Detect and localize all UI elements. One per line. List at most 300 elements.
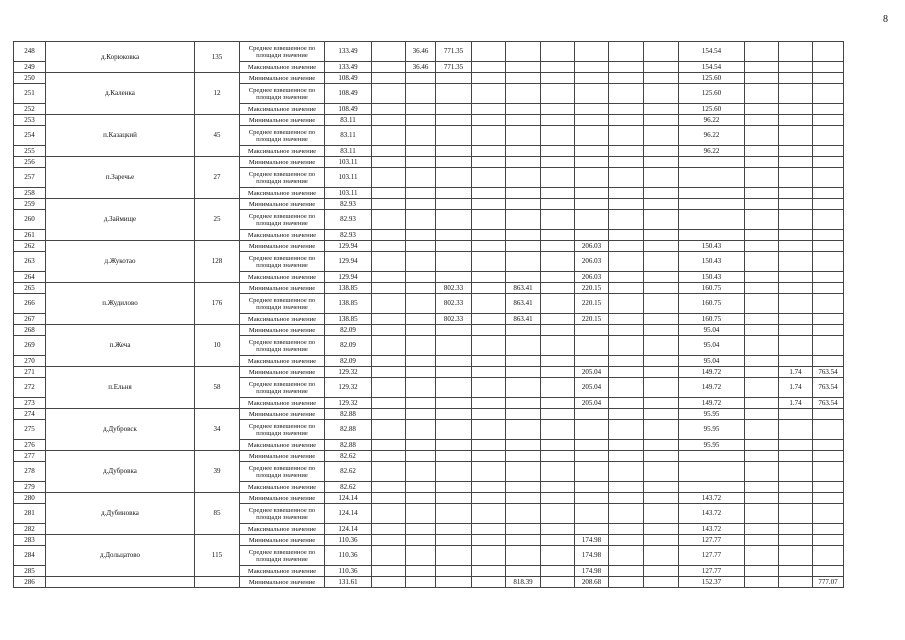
table-row: [14, 115, 844, 126]
value-cell: [406, 482, 436, 493]
value-cell: [541, 42, 575, 62]
value-cell: [472, 325, 506, 336]
value-cell: [609, 252, 644, 272]
settlement-cell: п.Заречье: [46, 157, 195, 199]
value-cell: 108.49: [325, 73, 372, 84]
value-cell: [779, 188, 813, 199]
value-cell: [779, 314, 813, 325]
value-cell: [541, 440, 575, 451]
value-cell: 160.75: [679, 314, 745, 325]
value-cell: [644, 398, 679, 409]
value-cell: 124.14: [325, 504, 372, 524]
value-cell: [372, 367, 406, 378]
row-number-cell: 261: [14, 230, 46, 241]
value-cell: [609, 126, 644, 146]
value-cell: [506, 272, 541, 283]
value-cell: [436, 146, 472, 157]
value-cell: [506, 62, 541, 73]
value-cell: [506, 440, 541, 451]
value-cell: [644, 356, 679, 367]
value-type-cell: Максимальное значение: [240, 440, 325, 451]
value-cell: [406, 566, 436, 577]
value-cell: 103.11: [325, 168, 372, 188]
value-cell: [372, 115, 406, 126]
value-cell: [372, 62, 406, 73]
value-cell: [779, 199, 813, 210]
value-cell: [679, 168, 745, 188]
table-row: [14, 283, 844, 294]
value-cell: [406, 367, 436, 378]
value-cell: [506, 482, 541, 493]
value-cell: [609, 230, 644, 241]
value-cell: [813, 325, 844, 336]
value-type-cell: Минимальное значение: [240, 367, 325, 378]
value-cell: [745, 398, 779, 409]
table-row: [14, 73, 844, 84]
value-cell: 125.60: [679, 73, 745, 84]
value-type-cell: Среднее взвешенное по площади значение: [240, 252, 325, 272]
value-cell: [436, 482, 472, 493]
value-cell: [541, 314, 575, 325]
value-cell: [813, 546, 844, 566]
value-cell: 150.43: [679, 272, 745, 283]
value-cell: [406, 378, 436, 398]
value-cell: [644, 504, 679, 524]
value-cell: [779, 272, 813, 283]
value-cell: [779, 42, 813, 62]
value-cell: [745, 535, 779, 546]
value-cell: [541, 378, 575, 398]
value-type-cell: Максимальное значение: [240, 524, 325, 535]
table-row: [14, 409, 844, 420]
population-cell: 115: [195, 535, 240, 577]
value-cell: [372, 272, 406, 283]
value-cell: 108.49: [325, 84, 372, 104]
table-row: [14, 157, 844, 168]
value-cell: [745, 524, 779, 535]
value-cell: 802.33: [436, 294, 472, 314]
value-cell: [745, 451, 779, 462]
value-cell: [644, 62, 679, 73]
value-type-cell: Минимальное значение: [240, 241, 325, 252]
value-cell: [406, 451, 436, 462]
row-number-cell: 273: [14, 398, 46, 409]
value-cell: [745, 230, 779, 241]
value-cell: [644, 188, 679, 199]
value-cell: [575, 157, 609, 168]
value-cell: [472, 230, 506, 241]
value-cell: [372, 524, 406, 535]
settlement-cell: д.Дубровск: [46, 409, 195, 451]
value-cell: [541, 462, 575, 482]
value-cell: [436, 409, 472, 420]
value-cell: [745, 577, 779, 588]
value-cell: [609, 356, 644, 367]
value-cell: [779, 104, 813, 115]
value-cell: [813, 115, 844, 126]
table-row: [14, 241, 844, 252]
value-cell: [406, 440, 436, 451]
value-cell: 143.72: [679, 524, 745, 535]
value-cell: [406, 199, 436, 210]
value-cell: [779, 210, 813, 230]
value-cell: [541, 546, 575, 566]
value-cell: [406, 462, 436, 482]
value-cell: [541, 168, 575, 188]
value-type-cell: Максимальное значение: [240, 188, 325, 199]
value-cell: [472, 62, 506, 73]
row-number-cell: 280: [14, 493, 46, 504]
value-type-cell: Среднее взвешенное по площади значение: [240, 126, 325, 146]
value-cell: [436, 230, 472, 241]
value-cell: [472, 126, 506, 146]
value-cell: [644, 482, 679, 493]
value-cell: [436, 546, 472, 566]
value-cell: 208.68: [575, 577, 609, 588]
value-type-cell: Максимальное значение: [240, 356, 325, 367]
value-type-cell: Максимальное значение: [240, 314, 325, 325]
value-cell: [541, 524, 575, 535]
row-number-cell: 249: [14, 62, 46, 73]
value-cell: [644, 104, 679, 115]
value-cell: [679, 210, 745, 230]
value-cell: [372, 546, 406, 566]
value-cell: [609, 378, 644, 398]
value-cell: [506, 104, 541, 115]
value-cell: [372, 482, 406, 493]
value-cell: 154.54: [679, 42, 745, 62]
value-cell: [372, 241, 406, 252]
value-cell: [644, 420, 679, 440]
value-cell: 127.77: [679, 535, 745, 546]
value-cell: [644, 462, 679, 482]
value-cell: [609, 524, 644, 535]
value-cell: [644, 84, 679, 104]
value-cell: [372, 378, 406, 398]
value-cell: [406, 157, 436, 168]
value-cell: [609, 409, 644, 420]
value-cell: [436, 210, 472, 230]
value-cell: [372, 252, 406, 272]
value-cell: [541, 230, 575, 241]
value-cell: [644, 378, 679, 398]
value-cell: [644, 157, 679, 168]
value-cell: [779, 146, 813, 157]
value-cell: 125.60: [679, 84, 745, 104]
value-cell: [779, 566, 813, 577]
value-type-cell: Максимальное значение: [240, 566, 325, 577]
value-cell: [575, 336, 609, 356]
value-cell: [575, 115, 609, 126]
value-cell: 154.54: [679, 62, 745, 73]
value-cell: [745, 482, 779, 493]
value-cell: 82.88: [325, 440, 372, 451]
value-cell: 143.72: [679, 493, 745, 504]
row-number-cell: 264: [14, 272, 46, 283]
value-cell: [506, 84, 541, 104]
value-cell: [609, 577, 644, 588]
value-cell: [406, 294, 436, 314]
value-cell: [813, 84, 844, 104]
value-cell: [372, 325, 406, 336]
value-cell: [372, 84, 406, 104]
value-cell: [745, 104, 779, 115]
value-cell: [609, 566, 644, 577]
row-number-cell: 248: [14, 42, 46, 62]
value-cell: [541, 482, 575, 493]
value-cell: [575, 84, 609, 104]
value-cell: [472, 272, 506, 283]
value-cell: [779, 493, 813, 504]
value-cell: 82.62: [325, 482, 372, 493]
value-cell: [644, 73, 679, 84]
value-type-cell: Среднее взвешенное по площади значение: [240, 42, 325, 62]
value-cell: [406, 126, 436, 146]
value-cell: [644, 451, 679, 462]
value-cell: 127.77: [679, 566, 745, 577]
value-cell: [745, 356, 779, 367]
value-cell: [472, 199, 506, 210]
value-cell: [745, 115, 779, 126]
value-cell: [472, 420, 506, 440]
row-number-cell: 275: [14, 420, 46, 440]
value-cell: [813, 272, 844, 283]
value-cell: 127.77: [679, 546, 745, 566]
value-type-cell: Минимальное значение: [240, 451, 325, 462]
value-cell: [575, 482, 609, 493]
value-cell: [372, 210, 406, 230]
value-type-cell: Минимальное значение: [240, 535, 325, 546]
value-cell: [813, 62, 844, 73]
value-cell: [436, 157, 472, 168]
value-cell: 110.36: [325, 566, 372, 577]
value-cell: [372, 566, 406, 577]
value-cell: [372, 504, 406, 524]
value-cell: 103.11: [325, 188, 372, 199]
value-cell: [406, 73, 436, 84]
settlement-cell: д.Дубровка: [46, 451, 195, 493]
value-cell: [813, 168, 844, 188]
value-cell: [745, 504, 779, 524]
value-cell: 206.03: [575, 241, 609, 252]
value-cell: 206.03: [575, 272, 609, 283]
value-cell: [609, 314, 644, 325]
value-cell: [406, 420, 436, 440]
value-cell: 818.39: [506, 577, 541, 588]
value-cell: [472, 210, 506, 230]
data-table: [13, 41, 844, 588]
value-cell: [644, 230, 679, 241]
value-cell: [372, 126, 406, 146]
value-cell: [436, 367, 472, 378]
value-cell: [541, 252, 575, 272]
value-type-cell: Среднее взвешенное по площади значение: [240, 210, 325, 230]
value-cell: 95.95: [679, 440, 745, 451]
value-cell: [436, 126, 472, 146]
value-cell: [372, 294, 406, 314]
value-cell: [372, 577, 406, 588]
value-type-cell: Минимальное значение: [240, 157, 325, 168]
value-cell: [406, 210, 436, 230]
value-cell: [745, 188, 779, 199]
value-cell: [609, 146, 644, 157]
value-cell: [575, 440, 609, 451]
value-cell: [506, 493, 541, 504]
value-cell: [506, 199, 541, 210]
value-cell: [609, 451, 644, 462]
value-cell: [745, 126, 779, 146]
value-cell: [745, 241, 779, 252]
row-number-cell: 255: [14, 146, 46, 157]
value-cell: [575, 493, 609, 504]
value-cell: [575, 188, 609, 199]
settlement-cell: д.Дольцатово: [46, 535, 195, 577]
value-cell: 802.33: [436, 314, 472, 325]
value-cell: [575, 62, 609, 73]
value-cell: [372, 199, 406, 210]
value-cell: [406, 241, 436, 252]
population-cell: [195, 577, 240, 588]
value-cell: 149.72: [679, 378, 745, 398]
value-cell: 129.94: [325, 241, 372, 252]
value-cell: [609, 504, 644, 524]
value-cell: [745, 566, 779, 577]
value-cell: [372, 283, 406, 294]
value-cell: [575, 104, 609, 115]
value-cell: 143.72: [679, 504, 745, 524]
value-cell: [779, 336, 813, 356]
row-number-cell: 250: [14, 73, 46, 84]
value-cell: [813, 210, 844, 230]
value-cell: 82.88: [325, 420, 372, 440]
value-cell: [609, 73, 644, 84]
value-cell: [779, 504, 813, 524]
row-number-cell: 284: [14, 546, 46, 566]
settlement-cell: д.Дубиновка: [46, 493, 195, 535]
value-cell: [472, 356, 506, 367]
value-cell: [745, 157, 779, 168]
value-cell: [436, 524, 472, 535]
value-cell: [436, 378, 472, 398]
value-cell: [506, 168, 541, 188]
value-cell: [436, 504, 472, 524]
value-cell: 129.94: [325, 252, 372, 272]
value-cell: [644, 577, 679, 588]
population-cell: 12: [195, 73, 240, 115]
value-cell: [372, 356, 406, 367]
value-cell: [679, 462, 745, 482]
value-cell: [472, 294, 506, 314]
value-type-cell: Среднее взвешенное по площади значение: [240, 294, 325, 314]
value-cell: [779, 283, 813, 294]
value-cell: [609, 482, 644, 493]
value-cell: [372, 188, 406, 199]
value-type-cell: Максимальное значение: [240, 104, 325, 115]
value-cell: [541, 535, 575, 546]
value-cell: [541, 356, 575, 367]
value-cell: 160.75: [679, 294, 745, 314]
value-cell: 771.35: [436, 42, 472, 62]
value-cell: [644, 409, 679, 420]
value-cell: [644, 440, 679, 451]
value-cell: [541, 398, 575, 409]
value-cell: [779, 462, 813, 482]
value-type-cell: Среднее взвешенное по площади значение: [240, 336, 325, 356]
value-cell: 771.35: [436, 62, 472, 73]
value-cell: [506, 409, 541, 420]
value-cell: [406, 104, 436, 115]
value-cell: [436, 241, 472, 252]
value-cell: 863.41: [506, 294, 541, 314]
value-cell: [813, 104, 844, 115]
row-number-cell: 256: [14, 157, 46, 168]
value-cell: 36.46: [406, 42, 436, 62]
value-cell: [745, 73, 779, 84]
value-cell: [436, 577, 472, 588]
value-cell: [541, 325, 575, 336]
value-type-cell: Среднее взвешенное по площади значение: [240, 420, 325, 440]
value-cell: [813, 73, 844, 84]
value-cell: 129.94: [325, 272, 372, 283]
value-cell: 138.85: [325, 294, 372, 314]
value-cell: [541, 62, 575, 73]
value-cell: [644, 294, 679, 314]
value-cell: [506, 241, 541, 252]
population-cell: 85: [195, 493, 240, 535]
value-cell: [779, 535, 813, 546]
value-type-cell: Среднее взвешенное по площади значение: [240, 378, 325, 398]
value-cell: [609, 199, 644, 210]
value-cell: [436, 420, 472, 440]
value-cell: [541, 104, 575, 115]
value-type-cell: Максимальное значение: [240, 230, 325, 241]
value-cell: 82.09: [325, 336, 372, 356]
value-cell: [472, 409, 506, 420]
value-cell: [575, 230, 609, 241]
value-cell: [609, 104, 644, 115]
value-cell: [745, 272, 779, 283]
value-cell: [406, 314, 436, 325]
value-cell: 220.15: [575, 283, 609, 294]
population-cell: 39: [195, 451, 240, 493]
value-cell: 83.11: [325, 146, 372, 157]
value-cell: 1.74: [779, 378, 813, 398]
value-cell: [813, 230, 844, 241]
value-cell: [644, 241, 679, 252]
value-cell: [506, 210, 541, 230]
table-row: [14, 493, 844, 504]
value-cell: [436, 325, 472, 336]
value-cell: [575, 409, 609, 420]
row-number-cell: 279: [14, 482, 46, 493]
value-cell: 110.36: [325, 535, 372, 546]
value-cell: [609, 42, 644, 62]
value-type-cell: Минимальное значение: [240, 493, 325, 504]
value-cell: 103.11: [325, 157, 372, 168]
value-cell: 110.36: [325, 546, 372, 566]
value-cell: 205.04: [575, 378, 609, 398]
value-cell: [575, 199, 609, 210]
value-cell: [506, 146, 541, 157]
value-cell: [779, 252, 813, 272]
value-cell: [506, 398, 541, 409]
value-cell: [813, 252, 844, 272]
table-row: [14, 577, 844, 588]
value-cell: [779, 546, 813, 566]
value-cell: [813, 504, 844, 524]
value-cell: [609, 62, 644, 73]
value-cell: [679, 230, 745, 241]
